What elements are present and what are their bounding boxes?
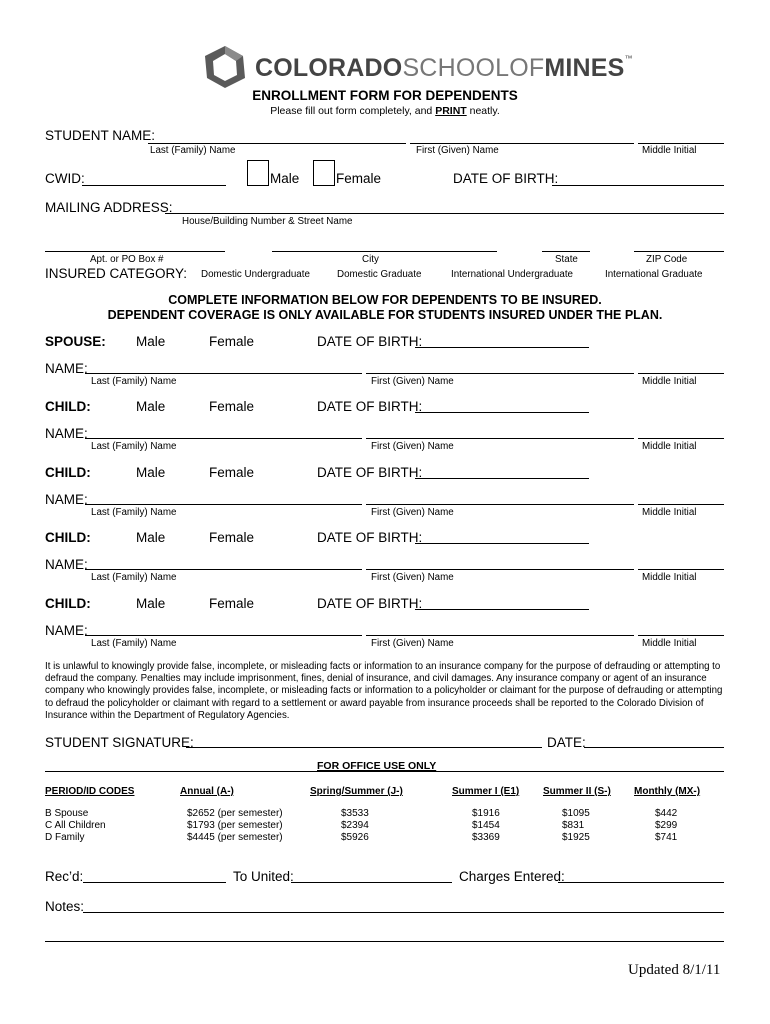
dependent-last-name-field[interactable] bbox=[85, 438, 362, 439]
insured-category-label: INSURED CATEGORY: bbox=[45, 266, 188, 281]
dependent-first-name-caption: First (Given) Name bbox=[371, 441, 454, 452]
dependent-female-option[interactable]: Female bbox=[209, 596, 255, 611]
dependent-name-label: NAME: bbox=[45, 492, 88, 507]
cwid-label: CWID: bbox=[45, 171, 85, 186]
category-international-undergraduate[interactable]: International Undergraduate bbox=[451, 269, 574, 280]
dependent-middle-initial-field[interactable] bbox=[638, 504, 724, 505]
to-united-field[interactable] bbox=[291, 882, 452, 883]
city-caption: City bbox=[362, 254, 379, 265]
female-label: Female bbox=[336, 171, 382, 186]
signature-date-field[interactable] bbox=[584, 747, 724, 748]
dependent-middle-initial-caption: Middle Initial bbox=[642, 441, 697, 452]
cwid-field[interactable] bbox=[82, 185, 226, 186]
dependent-dob-label: DATE OF BIRTH: bbox=[317, 530, 423, 545]
apt-field[interactable] bbox=[45, 251, 225, 252]
dependent-middle-initial-field[interactable] bbox=[638, 438, 724, 439]
dependent-last-name-caption: Last (Family) Name bbox=[91, 376, 177, 387]
dependent-first-name-caption: First (Given) Name bbox=[371, 572, 454, 583]
state-caption: State bbox=[555, 254, 578, 265]
dependent-female-option[interactable]: Female bbox=[209, 399, 255, 414]
dependent-last-name-caption: Last (Family) Name bbox=[91, 507, 177, 518]
office-header-summer1: Summer I (E1) bbox=[452, 786, 520, 797]
dependent-first-name-caption: First (Given) Name bbox=[371, 507, 454, 518]
dependent-first-name-field[interactable] bbox=[366, 504, 634, 505]
street-field[interactable] bbox=[165, 213, 724, 214]
dependent-middle-initial-field[interactable] bbox=[638, 635, 724, 636]
student-dob-label: DATE OF BIRTH: bbox=[453, 171, 559, 186]
rate-period-code: B Spouse bbox=[45, 808, 89, 819]
dependent-dob-label: DATE OF BIRTH: bbox=[317, 334, 423, 349]
rate-summer1: $1916 bbox=[472, 808, 500, 819]
dependent-type-label: CHILD: bbox=[45, 399, 91, 414]
category-domestic-undergraduate[interactable]: Domestic Undergraduate bbox=[201, 269, 310, 280]
dependent-dob-label: DATE OF BIRTH: bbox=[317, 596, 423, 611]
dependent-type-label: CHILD: bbox=[45, 465, 91, 480]
student-dob-field[interactable] bbox=[552, 185, 724, 186]
student-middle-initial-caption: Middle Initial bbox=[642, 145, 697, 156]
dependent-middle-initial-field[interactable] bbox=[638, 569, 724, 570]
rate-annual: $1793 (per semester) bbox=[187, 820, 283, 831]
logo-tm: ™ bbox=[624, 54, 633, 63]
fraud-disclaimer: It is unlawful to knowingly provide false, incomplete, or misleading facts or information to an insurance company for the purpose of defrauding or attempting to defraud the company. Penalties may include imprisonment, fines, denial of insurance, and civil damages. Any insurance company or agent of an insurance company who knowingly provides false, incomplete, or misleading facts or information to a policyholder or claimant for the purpose of defrauding or attempting to defraud the policyholder or claimant with regard to a settlement or award payable from insurance proceeds shall be reported to the Colorado Division of Insurance within the Department of Regulatory Agencies. bbox=[45, 661, 723, 721]
dependent-first-name-field[interactable] bbox=[366, 438, 634, 439]
mailing-address-label: MAILING ADDRESS: bbox=[45, 200, 173, 215]
student-name-label: STUDENT NAME: bbox=[45, 128, 156, 143]
signature-label: STUDENT SIGNATURE: bbox=[45, 735, 194, 750]
dependent-dob-field[interactable] bbox=[415, 412, 589, 413]
rate-annual: $4445 (per semester) bbox=[187, 832, 283, 843]
dependent-last-name-field[interactable] bbox=[85, 373, 362, 374]
dependent-last-name-field[interactable] bbox=[85, 504, 362, 505]
dependent-last-name-field[interactable] bbox=[85, 635, 362, 636]
rate-spring-summer: $2394 bbox=[341, 820, 369, 831]
rate-summer2: $1095 bbox=[562, 808, 590, 819]
dependent-last-name-caption: Last (Family) Name bbox=[91, 441, 177, 452]
notes-label: Notes: bbox=[45, 899, 85, 914]
rate-monthly: $442 bbox=[655, 808, 678, 819]
dependents-notice-line1: COMPLETE INFORMATION BELOW FOR DEPENDENTS TO BE INSURED. bbox=[168, 293, 602, 307]
dependent-female-option[interactable]: Female bbox=[209, 465, 255, 480]
dependent-middle-initial-caption: Middle Initial bbox=[642, 572, 697, 583]
dependent-type-label: CHILD: bbox=[45, 596, 91, 611]
subtitle-print: PRINT bbox=[435, 105, 467, 117]
student-middle-initial-field[interactable] bbox=[638, 143, 724, 144]
dependent-name-label: NAME: bbox=[45, 361, 88, 376]
recd-label: Rec’d: bbox=[45, 869, 84, 884]
dependent-male-option[interactable]: Male bbox=[136, 596, 166, 611]
mines-logo-icon bbox=[203, 44, 247, 90]
zip-caption: ZIP Code bbox=[646, 254, 688, 265]
dependent-dob-label: DATE OF BIRTH: bbox=[317, 465, 423, 480]
to-united-label: To United: bbox=[233, 869, 294, 884]
rate-spring-summer: $5926 bbox=[341, 832, 369, 843]
city-field[interactable] bbox=[272, 251, 497, 252]
notes-field-line1[interactable] bbox=[83, 912, 724, 913]
dependent-last-name-caption: Last (Family) Name bbox=[91, 638, 177, 649]
office-header-spring-summer: Spring/Summer (J-) bbox=[310, 786, 403, 797]
subtitle-post: neatly. bbox=[466, 105, 500, 117]
dependent-dob-label: DATE OF BIRTH: bbox=[317, 399, 423, 414]
recd-field[interactable] bbox=[83, 882, 226, 883]
rate-summer2: $831 bbox=[562, 820, 585, 831]
dependent-dob-field[interactable] bbox=[415, 609, 589, 610]
dependent-type-label: CHILD: bbox=[45, 530, 91, 545]
student-first-name-field[interactable] bbox=[410, 143, 634, 144]
form-title: ENROLLMENT FORM FOR DEPENDENTS bbox=[252, 88, 518, 103]
dependent-last-name-field[interactable] bbox=[85, 569, 362, 570]
signature-field[interactable] bbox=[186, 747, 542, 748]
dependent-male-option[interactable]: Male bbox=[136, 530, 166, 545]
form-subtitle bbox=[0, 105, 770, 117]
dependent-last-name-caption: Last (Family) Name bbox=[91, 572, 177, 583]
dependent-dob-field[interactable] bbox=[415, 543, 589, 544]
dependent-male-option[interactable]: Male bbox=[136, 465, 166, 480]
rate-summer1: $1454 bbox=[472, 820, 500, 831]
notes-field-line2[interactable] bbox=[45, 941, 724, 942]
office-header-annual: Annual (A-) bbox=[180, 786, 234, 797]
street-caption: House/Building Number & Street Name bbox=[182, 216, 353, 227]
dependent-name-label: NAME: bbox=[45, 623, 88, 638]
male-label: Male bbox=[270, 171, 300, 186]
logo-text-bold2: MINES bbox=[544, 54, 625, 82]
dependent-dob-field[interactable] bbox=[415, 478, 589, 479]
rate-period-code: C All Children bbox=[45, 820, 106, 831]
rate-summer1: $3369 bbox=[472, 832, 500, 843]
office-header-period: PERIOD/ID CODES bbox=[45, 786, 135, 797]
student-last-name-caption: Last (Family) Name bbox=[150, 145, 236, 156]
dependent-male-option[interactable]: Male bbox=[136, 399, 166, 414]
rate-summer2: $1925 bbox=[562, 832, 590, 843]
rate-annual: $2652 (per semester) bbox=[187, 808, 283, 819]
male-checkbox[interactable] bbox=[247, 160, 269, 186]
dependent-male-option[interactable]: Male bbox=[136, 334, 166, 349]
logo-text-light: SCHOOLOF bbox=[402, 54, 545, 82]
charges-entered-label: Charges Entered: bbox=[459, 869, 565, 884]
dependent-name-label: NAME: bbox=[45, 557, 88, 572]
charges-entered-field[interactable] bbox=[558, 882, 724, 883]
updated-date: Updated 8/1/11 bbox=[628, 962, 721, 978]
dependent-middle-initial-caption: Middle Initial bbox=[642, 638, 697, 649]
dependent-middle-initial-field[interactable] bbox=[638, 373, 724, 374]
zip-field[interactable] bbox=[634, 251, 724, 252]
student-first-name-caption: First (Given) Name bbox=[416, 145, 499, 156]
dependent-middle-initial-caption: Middle Initial bbox=[642, 507, 697, 518]
female-checkbox[interactable] bbox=[313, 160, 335, 186]
office-header-summer2: Summer II (S-) bbox=[543, 786, 611, 797]
dependent-dob-field[interactable] bbox=[415, 347, 589, 348]
dependent-female-option[interactable]: Female bbox=[209, 530, 255, 545]
student-last-name-field[interactable] bbox=[148, 143, 406, 144]
category-domestic-graduate[interactable]: Domestic Graduate bbox=[337, 269, 422, 280]
office-use-title: FOR OFFICE USE ONLY bbox=[317, 760, 437, 772]
logo-text-bold: COLORADO bbox=[255, 54, 403, 82]
rate-monthly: $299 bbox=[655, 820, 678, 831]
dependent-name-label: NAME: bbox=[45, 426, 88, 441]
rate-spring-summer: $3533 bbox=[341, 808, 369, 819]
dependent-middle-initial-caption: Middle Initial bbox=[642, 376, 697, 387]
dependent-first-name-field[interactable] bbox=[366, 635, 634, 636]
rate-monthly: $741 bbox=[655, 832, 678, 843]
dependent-first-name-caption: First (Given) Name bbox=[371, 376, 454, 387]
dependents-notice-line2: DEPENDENT COVERAGE IS ONLY AVAILABLE FOR STUDENTS INSURED UNDER THE PLAN. bbox=[107, 308, 663, 322]
dependent-first-name-caption: First (Given) Name bbox=[371, 638, 454, 649]
rate-period-code: D Family bbox=[45, 832, 85, 843]
apt-caption: Apt. or PO Box # bbox=[90, 254, 164, 265]
dependent-type-label: SPOUSE: bbox=[45, 334, 106, 349]
category-international-graduate[interactable]: International Graduate bbox=[605, 269, 703, 280]
office-header-monthly: Monthly (MX-) bbox=[634, 786, 701, 797]
signature-date-label: DATE: bbox=[547, 735, 586, 750]
school-logo bbox=[203, 44, 633, 92]
dependent-female-option[interactable]: Female bbox=[209, 334, 255, 349]
subtitle-pre: Please fill out form completely, and bbox=[270, 105, 436, 117]
dependent-first-name-field[interactable] bbox=[366, 373, 634, 374]
state-field[interactable] bbox=[542, 251, 590, 252]
dependent-first-name-field[interactable] bbox=[366, 569, 634, 570]
